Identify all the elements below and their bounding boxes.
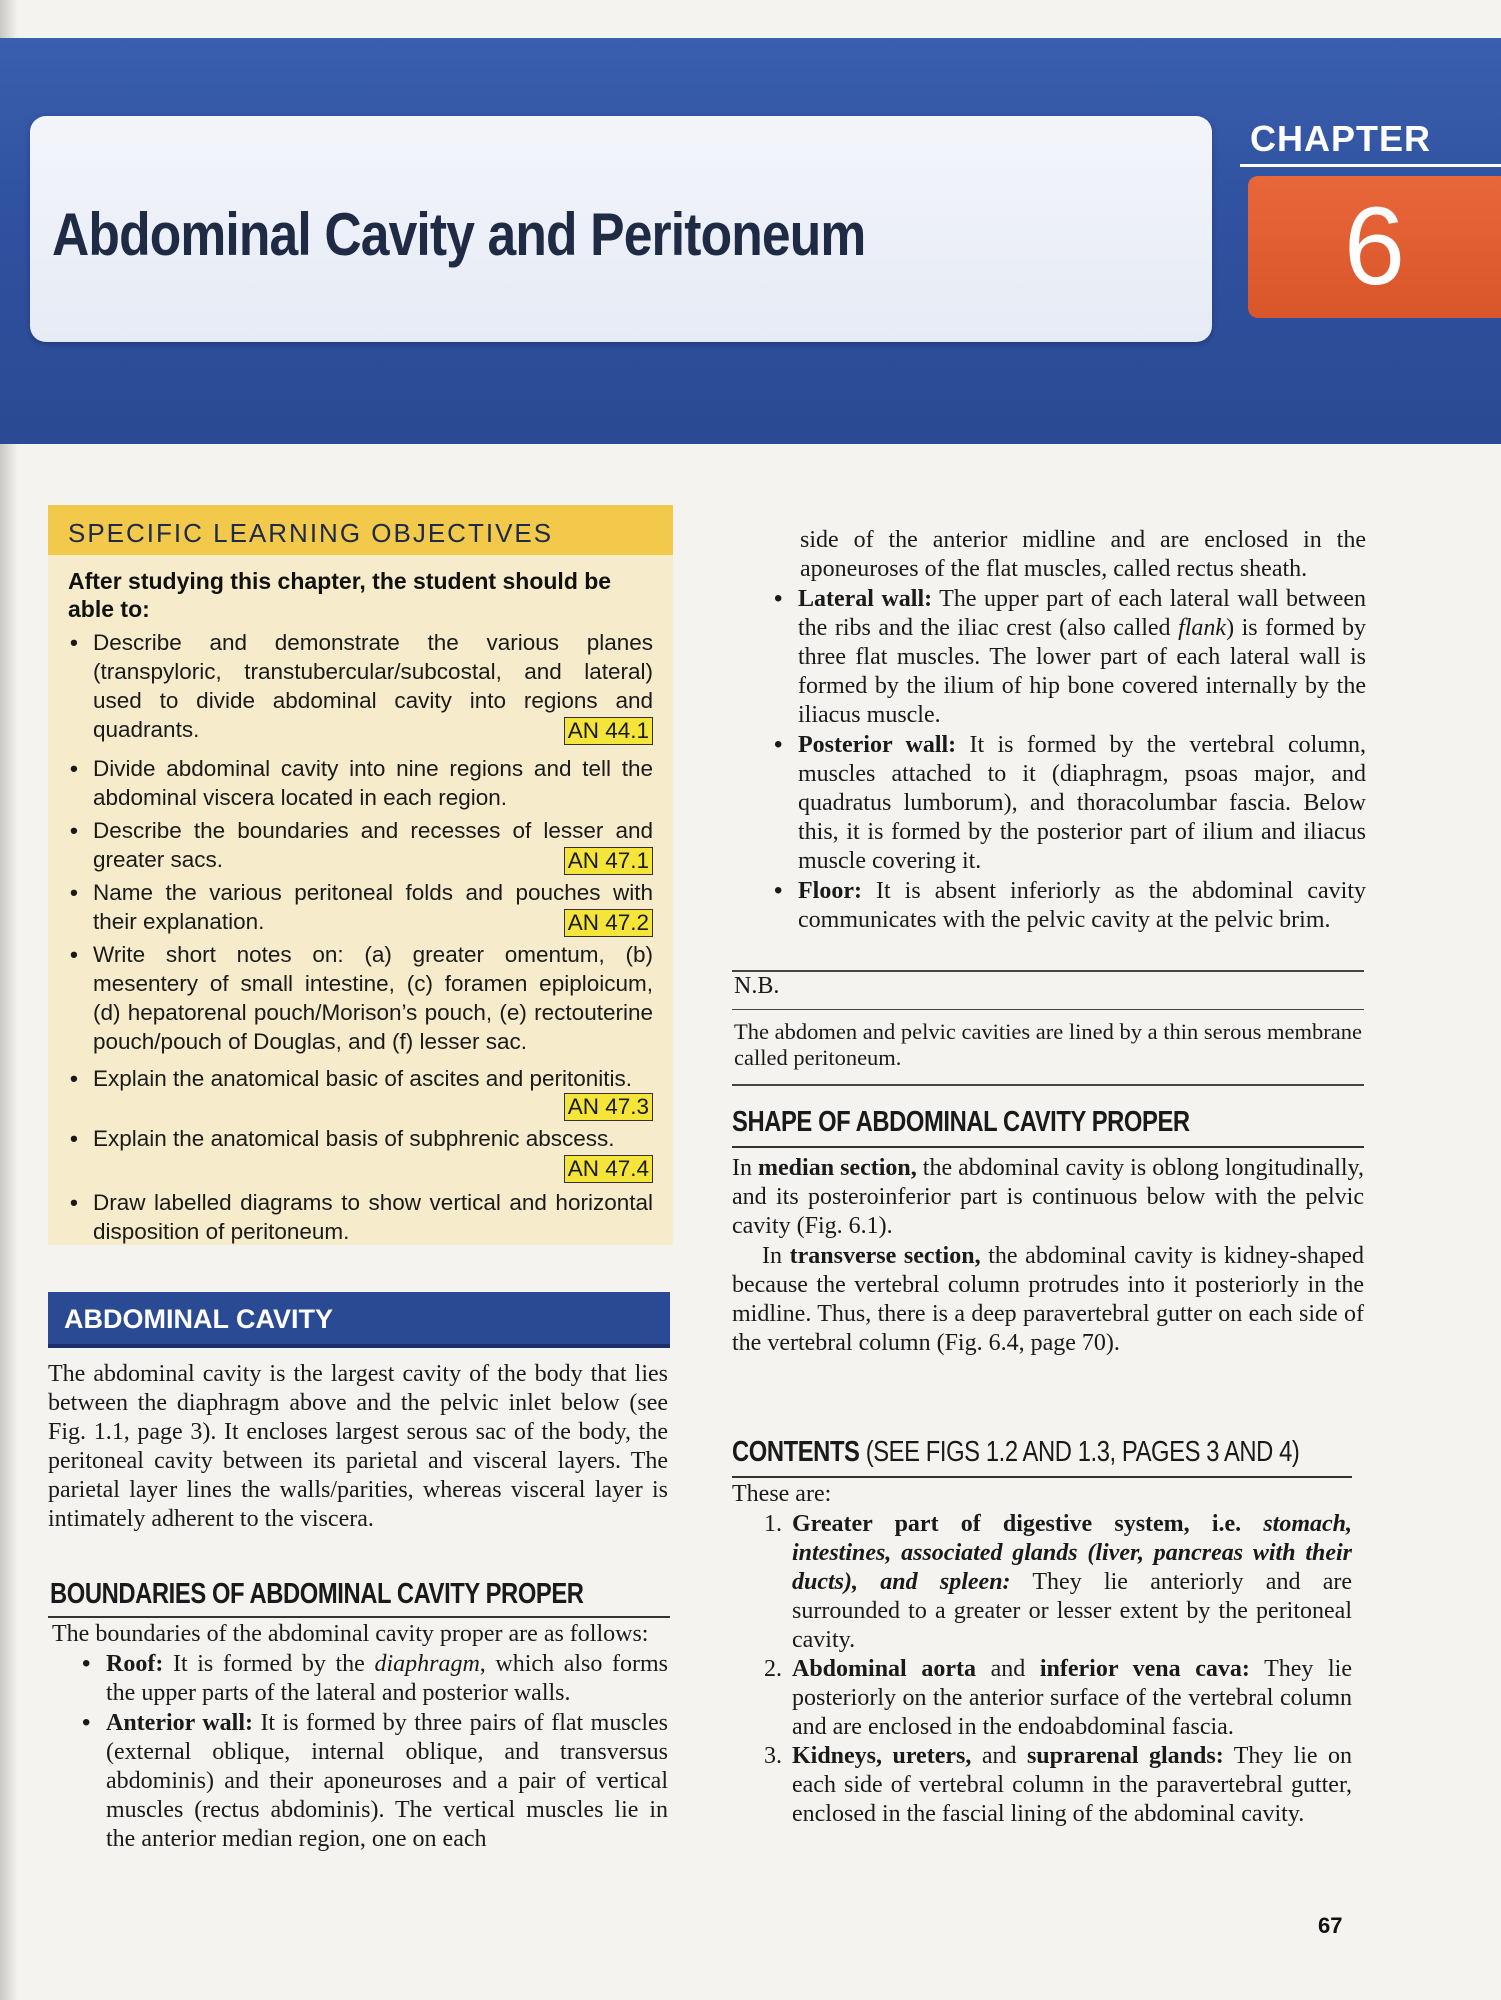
objective-item [68, 628, 653, 744]
learning-objectives-intro: After studying this chapter, the student should be able to: [68, 568, 612, 622]
boundary-lateral-wall [768, 585, 1366, 730]
shape-heading: SHAPE OF ABDOMINAL CAVITY PROPER [732, 1106, 1190, 1138]
item-term: Greater part of digestive system, i.e. [792, 1511, 1264, 1537]
competency-code: AN 47.1 [564, 847, 653, 875]
objective-item [68, 878, 653, 936]
contents-heading [732, 1436, 1299, 1469]
item-text: They lie anteriorly and are surrounded to a greater or lesser extent by the peritoneal cavity. [792, 1569, 1353, 1653]
abdominal-cavity-paragraph: The abdominal cavity is the largest cavity of the body that lies between the diaphragm above and the pelvic inlet below (see Fig. 1.1, page 3). It encloses largest serous sac of the body, the peritoneal cavity between its parietal and visceral layers. The parietal layer lines the walls/parities, whereas visceral layer is intimately adherent to the viscera. [48, 1361, 668, 1532]
nb-text: The abdomen and pelvic cavities are lined by a thin serous membrane called peritoneum. [734, 1019, 1362, 1070]
competency-code: AN 47.2 [564, 909, 653, 937]
nb-top-rule [732, 970, 1364, 972]
shape-paragraph-median [732, 1154, 1364, 1241]
boundary-text: ) is formed by three flat muscles. The lower part of each lateral wall is formed by the ilium of hip bone covered internally by the iliacus muscle. [798, 615, 1366, 728]
contents-list [758, 1510, 1352, 1829]
item-number: 3. [764, 1743, 782, 1769]
item-term: suprarenal glands: [1026, 1743, 1224, 1769]
contents-heading-rest: (SEE FIGS 1.2 AND 1.3, PAGES 3 AND 4) [859, 1436, 1300, 1468]
objective-text: Divide abdominal cavity into nine regions and tell the abdominal viscera located in each region. [93, 756, 653, 810]
objective-text: Explain the anatomical basic of ascites and peritonitis. [93, 1066, 633, 1091]
shape-paragraph-transverse [732, 1242, 1364, 1358]
objective-item [68, 754, 653, 812]
boundary-text: It is formed by the [163, 1651, 375, 1677]
competency-code: AN 47.4 [564, 1155, 653, 1183]
contents-item [758, 1742, 1352, 1829]
shape-heading-rule [732, 1146, 1364, 1148]
item-text: They lie on each side of vertebral column in the paravertebral gutter, enclosed in the fascial lining of the abdominal cavity. [792, 1743, 1352, 1827]
objective-item [68, 1188, 653, 1246]
objective-text: Describe the boundaries and recesses of lesser and greater sacs. [93, 818, 653, 872]
objective-item [68, 1064, 653, 1119]
competency-code: AN 44.1 [564, 717, 653, 745]
item-term: Abdominal aorta [792, 1656, 976, 1682]
item-number: 1. [764, 1511, 782, 1537]
boundary-roof [76, 1650, 668, 1708]
nb-bottom-rule [732, 1084, 1364, 1086]
boundary-text: , which also forms the upper parts of the lateral and posterior walls. [106, 1651, 668, 1706]
boundary-emphasis: diaphragm [374, 1651, 480, 1677]
objective-item [68, 1124, 653, 1181]
contents-intro: These are: [732, 1481, 832, 1507]
boundary-label: Lateral wall: [798, 586, 933, 612]
objective-text: Draw labelled diagrams to show vertical and horizontal disposition of peritoneum. [93, 1190, 653, 1244]
chapter-title: Abdominal Cavity and Peritoneum [52, 201, 866, 268]
boundary-posterior-wall [768, 731, 1366, 876]
abdominal-cavity-heading: ABDOMINAL CAVITY [64, 1304, 333, 1334]
boundary-label: Posterior wall: [798, 732, 957, 758]
item-text: and [971, 1743, 1027, 1769]
boundary-emphasis: flank [1178, 615, 1227, 641]
boundary-text: It is formed by the vertebral column, muscles attached to it (diaphragm, psoas major, and quadratus lumborum), and thoracolumbar fascia. Below this, it is formed by the posterior part of ilium and iliacus muscle covering it. [798, 732, 1366, 874]
shape-text: the abdominal cavity is oblong longitudinally, and its posteroinferior part is continuous below with the pelvic cavity (Fig. 6.1). [732, 1155, 1364, 1239]
boundary-text: It is formed by three pairs of flat muscles (external oblique, internal oblique, and transversus abdominis) and their aponeuroses and a pair of vertical muscles (rectus abdominis). The vertical muscles lie in the anterior median region, one on each [106, 1710, 668, 1852]
boundary-text: The upper part of each lateral wall between the ribs and the iliac crest (also called [798, 586, 1367, 641]
boundaries-list-right [768, 585, 1366, 936]
nb-label: N.B. [734, 973, 780, 999]
page-number: 67 [1318, 1913, 1343, 1938]
boundary-text: It is absent inferiorly as the abdominal cavity communicates with the pelvic cavity at the pelvic brim. [798, 878, 1366, 933]
boundary-anterior-wall [76, 1709, 668, 1854]
item-term: Kidneys, ureters, [792, 1743, 972, 1769]
item-term-italic: stomach, intestines, associated glands (liver, pancreas with their ducts), and spleen: [792, 1511, 1352, 1595]
objective-text: Describe and demonstrate the various planes (transpyloric, transtubercular/subcostal, and lateral) used to divide abdominal cavity into regions and quadrants. [93, 630, 653, 742]
shape-text: In [762, 1243, 790, 1269]
chapter-rule [1240, 164, 1501, 167]
shape-term: median section, [758, 1155, 917, 1181]
item-text: They lie posteriorly on the anterior surface of the vertebral column and are enclosed in the endoabdominal fascia. [792, 1656, 1352, 1740]
boundary-label: Roof: [106, 1651, 164, 1677]
contents-item [758, 1510, 1352, 1655]
item-text: and [975, 1656, 1040, 1682]
contents-heading-rule [732, 1476, 1352, 1478]
objective-item [68, 940, 653, 1056]
objective-item [68, 816, 653, 874]
boundaries-intro: The boundaries of the abdominal cavity proper are as follows: [52, 1621, 649, 1647]
competency-code: AN 47.3 [564, 1093, 653, 1121]
shape-text: In [732, 1155, 759, 1181]
objective-text: Write short notes on: (a) greater omentum, (b) mesentery of small intestine, (c) foramen epiploicum, (d) hepatorenal pouch/Morison’s pouch, (e) rectouterine pouch/pouch of Douglas, and (f) lesser sac. [93, 942, 653, 1054]
boundary-label: Anterior wall: [106, 1710, 253, 1736]
item-term: inferior vena cava: [1039, 1656, 1250, 1682]
nb-middle-rule [732, 1009, 1364, 1010]
shape-text: the abdominal cavity is kidney-shaped because the vertebral column protrudes into it posteriorly in the midline. Thus, there is a deep paravertebral gutter on each side of the vertebral column (Fig. 6.4, page 70). [732, 1243, 1364, 1356]
contents-heading-bold: CONTENTS [732, 1436, 860, 1468]
item-number: 2. [764, 1656, 782, 1682]
boundaries-heading: BOUNDARIES OF ABDOMINAL CAVITY PROPER [50, 1578, 584, 1610]
objective-text: Explain the anatomical basis of subphrenic abscess. [93, 1126, 615, 1151]
objective-text: Name the various peritoneal folds and pouches with their explanation. [93, 880, 653, 934]
shape-term: transverse section, [789, 1243, 981, 1269]
chapter-number: 6 [1343, 185, 1406, 308]
boundary-floor [768, 877, 1366, 935]
chapter-label: CHAPTER [1250, 118, 1432, 159]
contents-item [758, 1655, 1352, 1742]
chapter-number-box [1248, 176, 1501, 318]
anterior-wall-continued: side of the anterior midline and are enclosed in the aponeuroses of the flat muscles, called rectus sheath. [800, 527, 1366, 582]
boundaries-list-left [76, 1650, 668, 1855]
boundary-label: Floor: [798, 878, 862, 904]
boundaries-heading-rule [48, 1616, 670, 1618]
learning-objectives-heading: SPECIFIC LEARNING OBJECTIVES [68, 518, 554, 548]
